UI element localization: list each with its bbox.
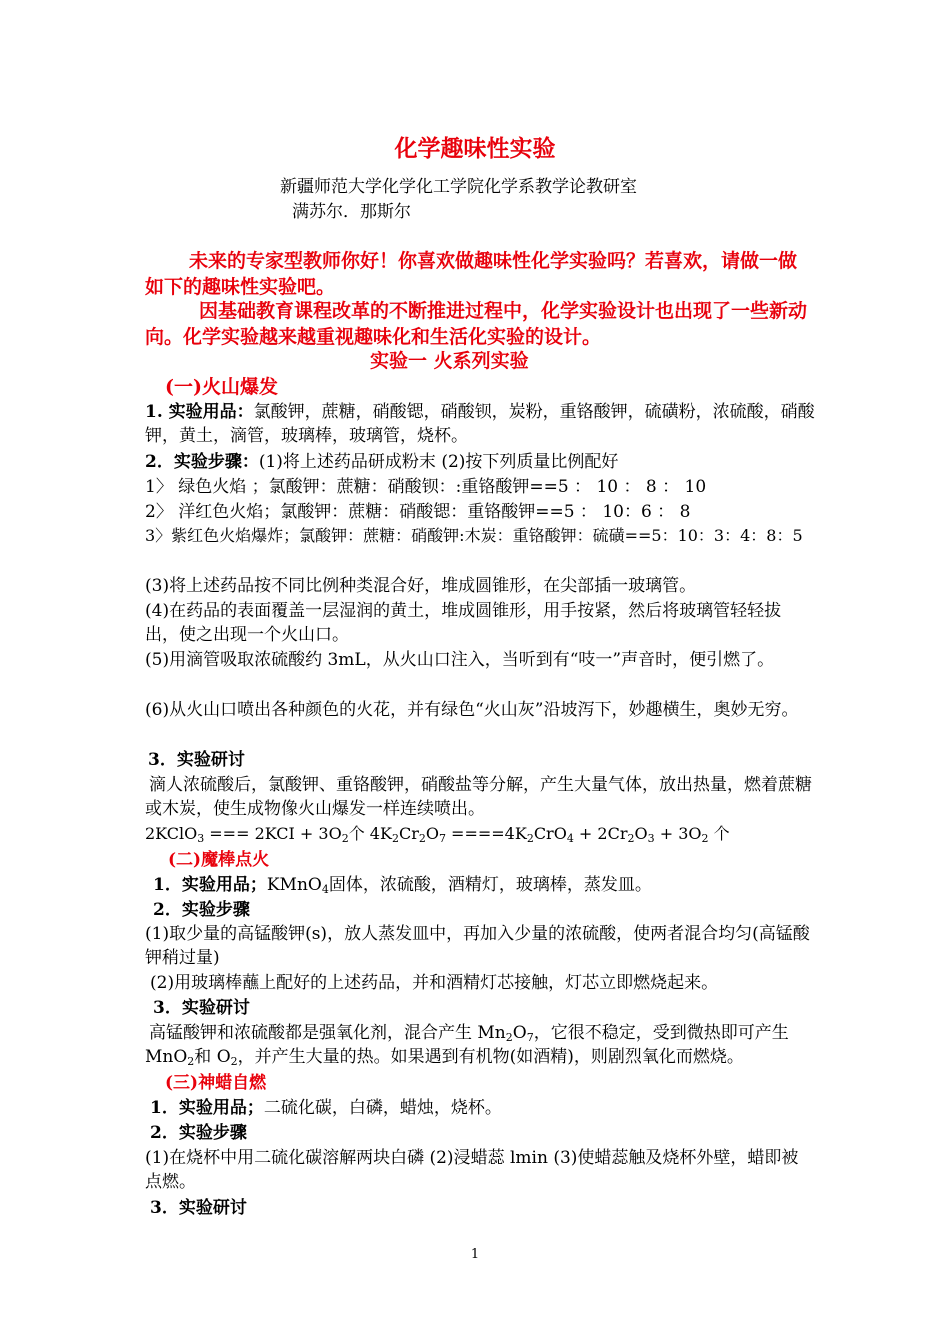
- affiliation: 新疆师范大学化学化工学院化学系教学论教研室: [280, 177, 637, 197]
- eq-part: + 3O: [654, 824, 702, 843]
- eq-part: 2KClO: [145, 824, 198, 843]
- section-magic-wand-heading: (二)魔棒点火: [168, 850, 270, 870]
- eq-sub: 2: [627, 832, 635, 845]
- ratio-purple: 3〉紫红色火焰爆炸；氯酸钾：蔗糖：硝酸钾:木炭：重铬酸钾：硫磺==5：10：3：4：8：5: [145, 526, 803, 545]
- intro-paragraph-1: 未来的专家型教师你好！你喜欢做趣味性化学实验吗？若喜欢，请做一做如下的趣味性实验吧。: [145, 250, 798, 298]
- experiment-1-heading: 实验一 火系列实验: [370, 350, 529, 372]
- page-number: 1: [470, 1247, 480, 1262]
- wand-discussion-text: ，它很不稳定，受到微热即可产生 MnO: [145, 1023, 789, 1067]
- eq-part: O: [634, 824, 648, 843]
- eq-sub: 2: [341, 832, 349, 845]
- volcano-discussion: 滴人浓硫酸后，氯酸钾、重铬酸钾，硝酸盐等分解，产生大量气体，放出热量，燃着蔗糖或木炭，使生成物像火山爆发一样连续喷出。: [145, 775, 812, 819]
- eq-sub: 2: [526, 832, 534, 845]
- eq-sub: 4: [321, 883, 329, 896]
- eq-part: 个: [708, 824, 730, 843]
- wand-discussion-text: 和 O: [194, 1047, 231, 1067]
- candle-steps-heading: 2．实验步骤: [150, 1123, 247, 1143]
- volcano-steps-label: 2．实验步骤：: [145, 452, 259, 472]
- eq-sub: 2: [701, 832, 709, 845]
- eq-sub: 3: [197, 832, 205, 845]
- candle-discussion-heading: 3．实验研讨: [150, 1198, 247, 1218]
- wand-step-2: (2)用玻璃棒蘸上配好的上述药品，并和酒精灯芯接触，灯芯立即燃烧起来。: [150, 973, 719, 993]
- volcano-steps: [145, 450, 815, 474]
- wand-discussion: [145, 1021, 815, 1069]
- candle-materials-label: 1．实验用品；: [150, 1098, 264, 1118]
- eq-part: CrO: [533, 824, 567, 843]
- volcano-step-5: (5)用滴管吸取浓硫酸约 3mL，从火山口注入，当听到有“吱一”声音时，便引燃了。: [145, 650, 775, 670]
- section-candle-heading: (三)神蜡自燃: [165, 1073, 267, 1093]
- eq-part: Cr: [398, 824, 419, 843]
- eq-part: O: [425, 824, 439, 843]
- eq-sub: 4: [566, 832, 574, 845]
- wand-materials-text: KMnO: [266, 875, 322, 895]
- eq-sub: 7: [526, 1031, 534, 1044]
- wand-materials-text: 固体，浓硫酸，酒精灯，玻璃棒，蒸发皿。: [328, 875, 652, 895]
- candle-step-1: (1)在烧杯中用二硫化碳溶解两块白磷 (2)浸蜡蕊 lmin (3)使蜡蕊触及烧杯外壁，蜡即被点燃。: [145, 1148, 799, 1192]
- wand-discussion-text: 高锰酸钾和浓硫酸都是强氧化剂，混合产生 Mn: [149, 1023, 506, 1043]
- volcano-equation: [145, 822, 815, 846]
- intro-paragraph-2: 因基础教育课程改革的不断推进过程中，化学实验设计也出现了一些新动向。化学实验越来越重视趣味化和生活化实验的设计。: [145, 300, 808, 348]
- ratio-magenta: 2〉 洋红色火焰；氯酸钾：蔗糖：硝酸锶：重铬酸钾==5 ： 10：6 ： 8: [145, 502, 691, 522]
- volcano-materials-label: 1. 实验用品：: [145, 402, 254, 422]
- section-volcano-heading: (一)火山爆发: [165, 376, 278, 398]
- author: 满苏尔．那斯尔: [292, 202, 411, 222]
- wand-discussion-heading: 3．实验研讨: [153, 998, 250, 1018]
- volcano-materials-text: 氯酸钾，蔗糖，硝酸锶，硝酸钡，炭粉，重铬酸钾，硫磺粉，浓硫酸，硝酸钾，黄土，滴管，玻璃棒，玻璃管，烧杯。: [145, 402, 815, 446]
- eq-sub: 2: [418, 832, 426, 845]
- eq-sub: 2: [505, 1031, 513, 1044]
- wand-discussion-text: ，并产生大量的热。如果遇到有机物(如酒精)，则剧烈氧化而燃烧。: [237, 1047, 744, 1067]
- volcano-step-6: (6)从火山口喷出各种颜色的火花，并有绿色“火山灰”沿坡泻下，妙趣横生，奥妙无穷。: [145, 700, 799, 720]
- eq-part: + 2Cr: [573, 824, 628, 843]
- wand-discussion-text: O: [512, 1023, 527, 1043]
- document-title: 化学趣味性实验: [394, 135, 556, 162]
- wand-steps-heading: 2．实验步骤: [153, 900, 250, 920]
- candle-materials: [150, 1096, 820, 1120]
- wand-materials-label: 1．实验用品；: [153, 875, 267, 895]
- volcano-discussion-heading: 3．实验研讨: [148, 750, 245, 770]
- eq-sub: 7: [438, 832, 446, 845]
- candle-materials-text: 二硫化碳，白磷，蜡烛，烧杯。: [263, 1098, 502, 1118]
- volcano-steps-text: (1)将上述药品研成粉末 (2)按下列质量比例配好: [258, 452, 619, 472]
- volcano-step-4: (4)在药品的表面覆盖一层湿润的黄土，堆成圆锥形，用手按紧，然后将玻璃管轻轻拔出，使之出现一个火山口。: [145, 601, 782, 645]
- volcano-step-3: (3)将上述药品按不同比例种类混合好，堆成圆锥形，在尖部插一玻璃管。: [145, 576, 697, 596]
- ratio-green: 1〉 绿色火焰 ；氯酸钾：蔗糖：硝酸钡：:重铬酸钾==5 ： 10 ： 8 ： 10: [145, 477, 707, 497]
- eq-part: ====4K: [445, 824, 527, 843]
- eq-sub: 3: [647, 832, 655, 845]
- volcano-materials: [145, 400, 815, 448]
- eq-sub: 2: [187, 1055, 195, 1068]
- eq-part: 个 4K: [348, 824, 392, 843]
- wand-step-1: (1)取少量的高锰酸钾(s)，放人蒸发皿中，再加入少量的浓硫酸，使两者混合均匀(高锰酸钾稍过量): [145, 924, 810, 968]
- eq-part: === 2KCI + 3O: [204, 824, 342, 843]
- eq-sub: 2: [391, 832, 399, 845]
- eq-sub: 2: [230, 1055, 238, 1068]
- wand-materials: [153, 873, 823, 897]
